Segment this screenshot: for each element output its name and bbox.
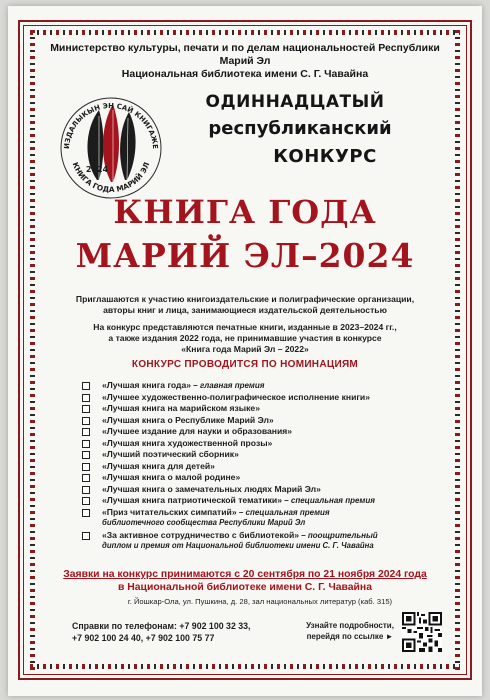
- list-item: «Приз читательских симпатий» – специальная премия библиотечного сообщества Республики Марий Эл: [102, 507, 422, 528]
- emblem-year: 2024: [85, 165, 109, 174]
- main-title-line2: МАРИЙ ЭЛ–2024: [75, 236, 415, 275]
- checkbox-icon: [82, 474, 90, 482]
- list-item: «Лучшая книга года» – главная премия: [102, 380, 422, 392]
- checkbox-icon: [82, 417, 90, 425]
- emblem-top-text: ИЗДАЛЫКЫН ЭН САЙ КНИГАЖЕ: [62, 101, 160, 150]
- checkbox-icon: [82, 497, 90, 505]
- eligibility-line: На конкурс представляются печатные книги, изданные в 2023–2024 гг.,: [93, 322, 397, 332]
- phones-line: Справки по телефонам: +7 902 100 32 33,: [72, 621, 251, 631]
- checkbox-icon: [82, 428, 90, 436]
- emblem-bottom-text: КНИГА ГОДА МАРИЙ ЭЛ: [70, 160, 152, 195]
- list-item: «Лучшее художественно-полиграфическое исполнение книги»: [102, 392, 422, 404]
- list-item: «Лучший поэтический сборник»: [102, 449, 422, 461]
- checkbox-icon: [82, 509, 90, 517]
- checkbox-icon: [82, 382, 90, 390]
- ornament-band-bottom: [30, 664, 460, 669]
- list-item: «За активное сотрудничество с библиотекой» – поощрительный диплом и премия от Национальной библиотеки имени С. Г. Чавайна: [102, 530, 422, 551]
- list-item: «Лучшая книга о малой родине»: [102, 472, 422, 484]
- ministry-header: [40, 42, 450, 81]
- list-item: «Лучшая книга патриотической тематики» – специальная премия: [102, 495, 422, 507]
- eligibility-line: «Книга года Марий Эл – 2022»: [181, 344, 309, 354]
- subtitle-republican: республиканский: [208, 118, 392, 139]
- checkbox-icon: [82, 463, 90, 471]
- phones-line: +7 902 100 24 40, +7 902 100 75 77: [72, 633, 215, 643]
- checkbox-icon: [82, 394, 90, 402]
- list-item: «Лучшая книга о замечательных людях Марий Эл»: [102, 484, 422, 496]
- ornament-band-left: [30, 30, 35, 670]
- checkbox-icon: [82, 405, 90, 413]
- subtitle-ordinal: ОДИННАДЦАТЫЙ: [205, 92, 385, 112]
- checkbox-icon: [82, 440, 90, 448]
- eligibility-paragraph: [55, 322, 435, 355]
- deadline-dates: Заявки на конкурс принимаются с 20 сентября по 21 ноября 2024 года: [63, 569, 427, 580]
- venue-address: г. Йошкар-Ола, ул. Пушкина, д. 28, зал национальных литератур (каб. 315): [127, 597, 393, 606]
- eligibility-line: а также издания 2022 года, не принимавшие участия в конкурсе: [108, 333, 382, 343]
- more-info-link[interactable]: [305, 620, 395, 642]
- ministry-line: Министерство культуры, печати и по делам национальностей Республики Марий Эл: [50, 42, 440, 67]
- more-info-line: перейдя по ссылке ►: [306, 632, 394, 641]
- invitation-paragraph: [55, 294, 435, 316]
- checkbox-icon: [82, 451, 90, 459]
- list-item: «Лучшая книга на марийском языке»: [102, 403, 422, 415]
- subtitle-contest: КОНКУРС: [273, 146, 377, 167]
- contact-phones: [72, 620, 272, 644]
- qr-code-icon[interactable]: [402, 612, 442, 652]
- invitation-line: Приглашаются к участию книгоиздательские и полиграфические организации,: [75, 294, 415, 304]
- checkbox-icon: [82, 532, 90, 540]
- nominations-heading: КОНКУРС ПРОВОДИТСЯ ПО НОМИНАЦИЯМ: [131, 359, 359, 370]
- book-of-year-emblem-icon: [55, 90, 167, 202]
- library-line: Национальная библиотека имени С. Г. Чавайна: [121, 68, 369, 80]
- ornament-band-right: [455, 30, 460, 670]
- deadline-venue: в Национальной библиотеке имени С. Г. Чавайна: [118, 582, 372, 593]
- list-item: «Лучшая книга художественной прозы»: [102, 438, 422, 450]
- invitation-line: авторы книг и лица, занимающиеся издательской деятельностью: [103, 305, 387, 315]
- deadline-notice: [45, 568, 445, 594]
- list-item: «Лучшее издание для науки и образования»: [102, 426, 422, 438]
- ornament-band-top: [30, 30, 460, 35]
- main-title-line1: КНИГА ГОДА: [113, 193, 377, 231]
- list-item: «Лучшая книга для детей»: [102, 461, 422, 473]
- list-item: «Лучшая книга о Республике Марий Эл»: [102, 415, 422, 427]
- more-info-line: Узнайте подробности,: [306, 621, 394, 630]
- nominations-list: [102, 380, 422, 553]
- checkbox-icon: [82, 486, 90, 494]
